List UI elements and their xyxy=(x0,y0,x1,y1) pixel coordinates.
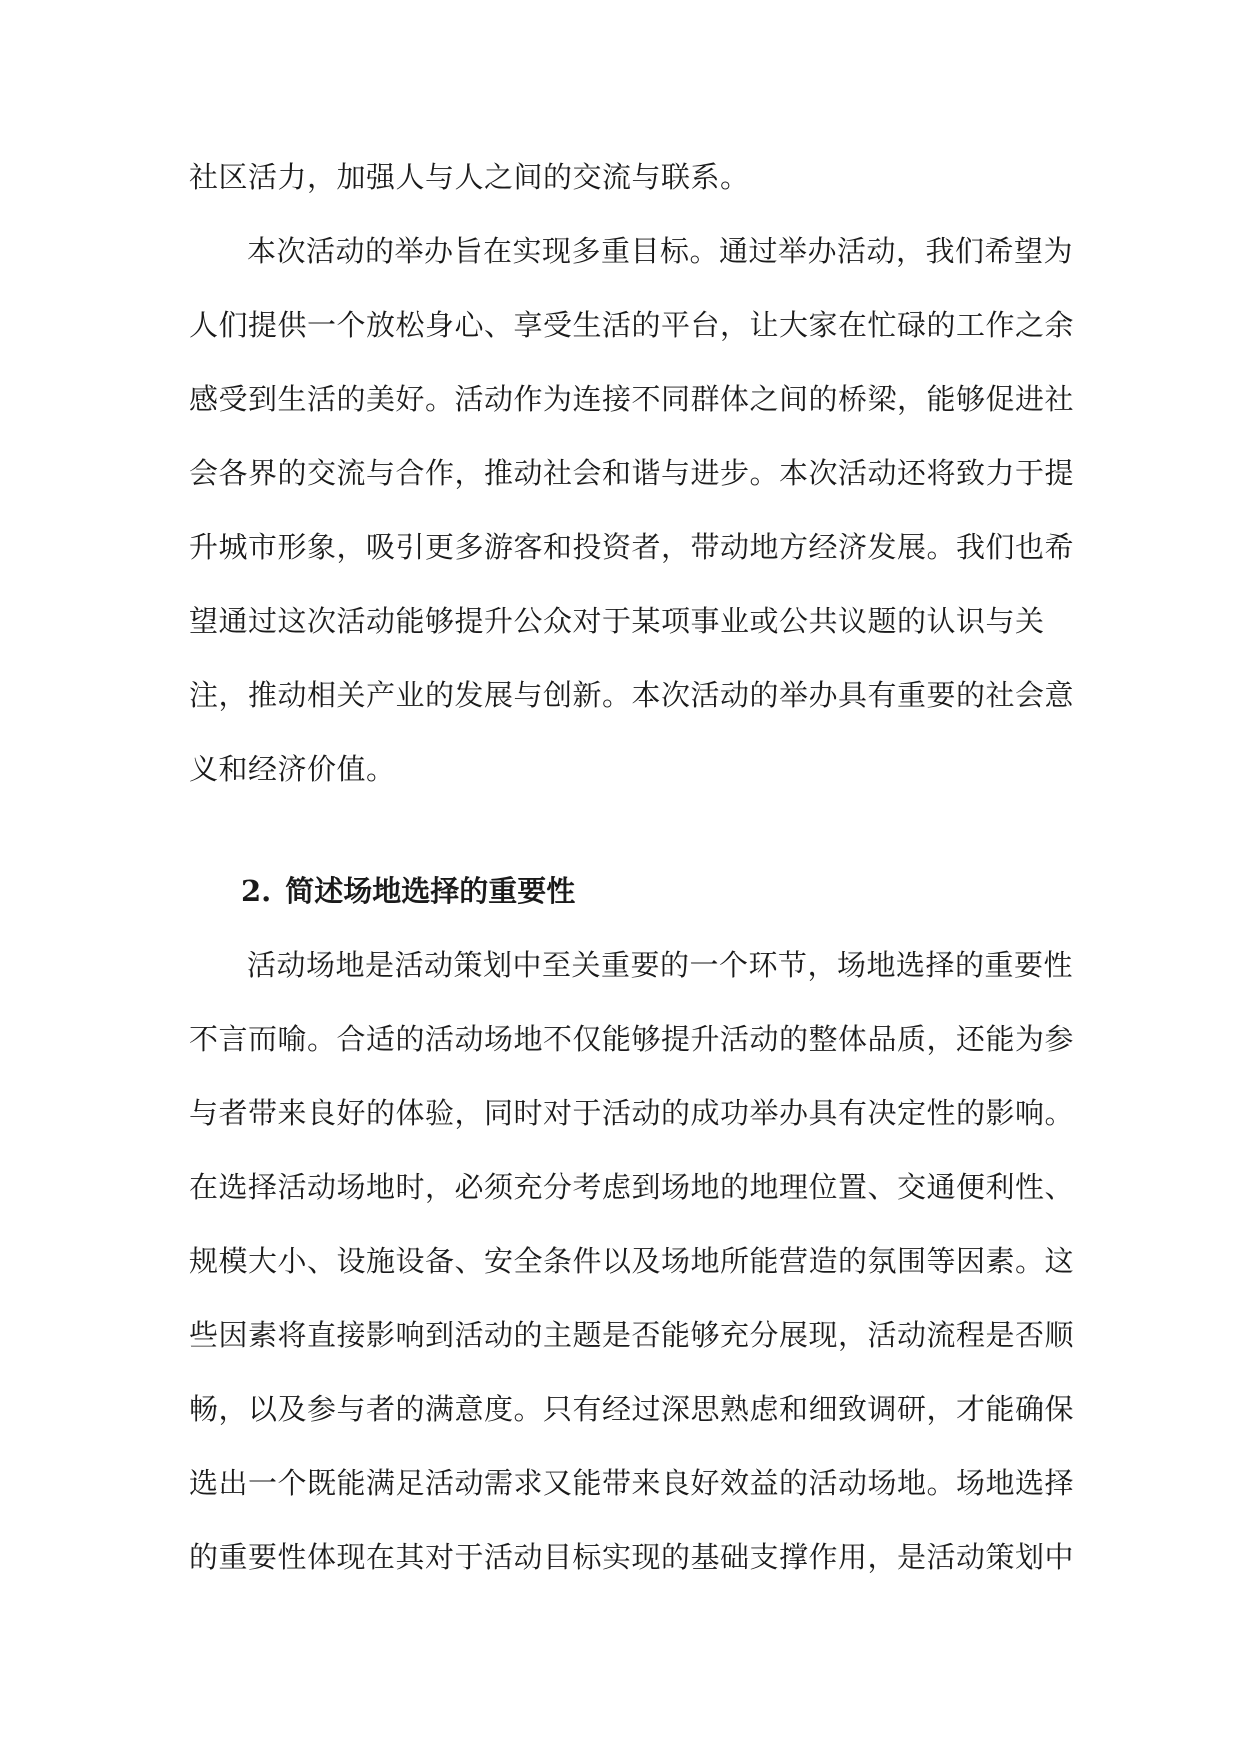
paragraph-line: 与者带来良好的体验，同时对于活动的成功举办具有决定性的影响。 xyxy=(189,1096,1075,1130)
paragraph-line: 义和经济价值。 xyxy=(189,752,396,786)
paragraph-line: 人们提供一个放松身心、享受生活的平台，让大家在忙碌的工作之余 xyxy=(189,308,1075,342)
paragraph-line: 活动场地是活动策划中至关重要的一个环节，场地选择的重要性 xyxy=(247,948,1074,982)
paragraph-line: 望通过这次活动能够提升公众对于某项事业或公共议题的认识与关 xyxy=(189,604,1045,638)
paragraph-line: 社区活力，加强人与人之间的交流与联系。 xyxy=(189,160,750,194)
section-title: 简述场地选择的重要性 xyxy=(285,874,576,908)
text-column xyxy=(189,140,1075,1594)
paragraph-line: 规模大小、设施设备、安全条件以及场地所能营造的氛围等因素。这 xyxy=(189,1244,1075,1278)
section-heading xyxy=(189,854,1069,928)
paragraph-line: 注，推动相关产业的发展与创新。本次活动的举办具有重要的社会意 xyxy=(189,678,1075,712)
paragraph-line: 会各界的交流与合作，推动社会和谐与进步。本次活动还将致力于提 xyxy=(189,456,1075,490)
paragraph-line: 在选择活动场地时，必须充分考虑到场地的地理位置、交通便利性、 xyxy=(189,1170,1075,1204)
paragraph-line: 选出一个既能满足活动需求又能带来良好效益的活动场地。场地选择 xyxy=(189,1466,1075,1500)
paragraph-community-vitality xyxy=(189,140,1069,214)
section-spacer xyxy=(189,806,1069,854)
paragraph-line: 不言而喻。合适的活动场地不仅能够提升活动的整体品质，还能为参 xyxy=(189,1022,1075,1056)
paragraph-venue-importance xyxy=(189,928,1075,1594)
paragraph-line: 本次活动的举办旨在实现多重目标。通过举办活动，我们希望为 xyxy=(247,234,1074,268)
section-number: 2. xyxy=(241,874,272,908)
paragraph-line: 升城市形象，吸引更多游客和投资者，带动地方经济发展。我们也希 xyxy=(189,530,1075,564)
paragraph-line: 的重要性体现在其对于活动目标实现的基础支撑作用，是活动策划中 xyxy=(189,1540,1075,1574)
paragraph-line: 畅，以及参与者的满意度。只有经过深思熟虑和细致调研，才能确保 xyxy=(189,1392,1075,1426)
paragraph-line: 感受到生活的美好。活动作为连接不同群体之间的桥梁，能够促进社 xyxy=(189,382,1075,416)
paragraph-event-goals xyxy=(189,214,1075,806)
paragraph-line: 些因素将直接影响到活动的主题是否能够充分展现，活动流程是否顺 xyxy=(189,1318,1075,1352)
